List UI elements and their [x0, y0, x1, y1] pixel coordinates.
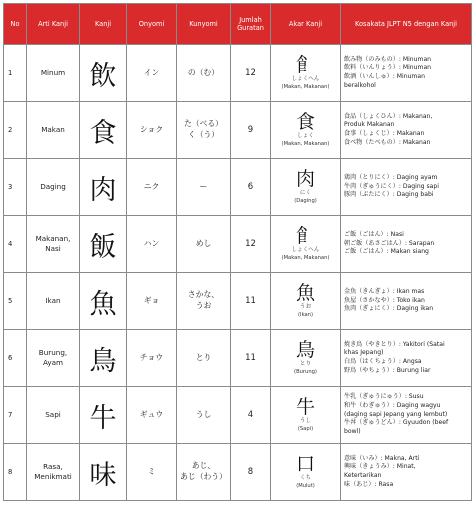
header-akar: Akar Kanji [271, 4, 341, 45]
kanji-table [3, 3, 472, 501]
row-number: 6 [4, 330, 27, 387]
row-number: 1 [4, 45, 27, 102]
stroke-count: 12 [231, 45, 271, 102]
onyomi-line: イン [143, 67, 160, 77]
kunyomi-line: うし [195, 409, 212, 419]
radical-meaning: (Burung) [294, 368, 317, 375]
kanji-meaning-line: Makanan, [35, 234, 71, 244]
vocabulary-list [341, 273, 472, 330]
vocabulary-line: 魚肉（ぎょにく）: Daging ikan [344, 305, 434, 313]
vocabulary-line: 食品（しょくひん）: Makanan, [344, 112, 433, 120]
kanji-meaning-line: Ikan [45, 296, 61, 306]
kunyomi-reading [177, 444, 231, 501]
radical-meaning: (Ikan) [298, 311, 313, 318]
radical-reading: しょくへん [291, 247, 320, 254]
onyomi-reading [127, 387, 177, 444]
vocabulary-line: 朝ご飯（あさごはん）: Sarapan [344, 239, 435, 247]
vocabulary-line: 食事（しょくじ）: Makanan [344, 130, 425, 137]
kunyomi-reading [177, 159, 231, 216]
vocabulary-line: 魚屋（さかなや）: Toko ikan [344, 296, 425, 304]
radical-meaning: (Sapi) [297, 425, 314, 432]
radical-cell [271, 216, 341, 273]
onyomi-reading [127, 216, 177, 273]
kanji-meaning-line: Ayam [42, 358, 64, 367]
header-arti: Arti Kanji [27, 4, 80, 45]
row-number: 2 [4, 102, 27, 159]
onyomi-reading [127, 273, 177, 330]
kunyomi-line: うお [195, 301, 212, 310]
row-number: 3 [4, 159, 27, 216]
radical-glyph: 鳥 [295, 339, 315, 362]
header-no: No [4, 4, 27, 45]
radical-reading: うし [299, 418, 312, 425]
vocabulary-list [341, 45, 472, 102]
kunyomi-reading [177, 45, 231, 102]
radical-glyph: 肉 [295, 168, 315, 191]
radical-meaning: (Makan, Makanan) [281, 140, 330, 147]
vocabulary-list [341, 102, 472, 159]
radical-meaning: (Makan, Makanan) [281, 254, 330, 261]
onyomi-line: ギョ [143, 295, 160, 305]
kunyomi-line: ー [199, 181, 208, 191]
radical-glyph: 食 [295, 111, 315, 134]
vocabulary-line: khas Jepang) [344, 349, 384, 357]
radical-glyph: ⻞ [295, 54, 315, 77]
row-number: 5 [4, 273, 27, 330]
vocabulary-line: beralkohol [344, 81, 376, 89]
kanji-character: 肉 [80, 159, 127, 216]
header-strokes-line1: Jumlah [239, 15, 262, 24]
header-strokes-line2: Guratan [237, 24, 264, 32]
row-number: 8 [4, 444, 27, 501]
vocabulary-line: ご飯（ごはん）: Makan siang [344, 248, 429, 256]
kunyomi-line: の（む） [187, 67, 220, 77]
vocabulary-line: 飲酒（いんしゅ）: Minuman [344, 73, 425, 80]
vocabulary-line: Produk Makanan [344, 121, 395, 129]
vocabulary-line: 食べ物（たべもの）: Makanan [344, 138, 431, 146]
vocabulary-line: 金魚（きんぎょ）: Ikan mas [344, 288, 425, 296]
table-row [4, 102, 472, 159]
onyomi-reading [127, 330, 177, 387]
stroke-count: 12 [231, 216, 271, 273]
table-body [4, 45, 472, 501]
kanji-character: 食 [80, 102, 127, 159]
radical-reading: とり [299, 361, 312, 368]
header-strokes [231, 4, 271, 45]
kanji-character: 味 [80, 444, 127, 501]
kanji-character: 魚 [80, 273, 127, 330]
table-row [4, 159, 472, 216]
kanji-meaning-line: Minum [40, 68, 66, 78]
vocabulary-line: 和牛（わぎゅう）: Daging wagyu [344, 402, 441, 410]
kanji-meaning-line: Rasa, [43, 462, 63, 472]
vocabulary-list [341, 159, 472, 216]
vocabulary-list [341, 444, 472, 501]
kanji-meaning [27, 45, 80, 102]
onyomi-line: ハン [143, 238, 160, 248]
kunyomi-line: た（べる） [184, 119, 223, 129]
vocabulary-line: ご飯（ごはん）: Nasi [344, 231, 404, 239]
stroke-count: 11 [231, 273, 271, 330]
radical-cell [271, 102, 341, 159]
kunyomi-reading [177, 102, 231, 159]
vocabulary-line: bowl) [344, 427, 361, 435]
kunyomi-line: とり [195, 352, 212, 362]
onyomi-line: ギュウ [139, 409, 164, 419]
radical-reading: くち [299, 475, 312, 482]
kanji-meaning-line: Nasi [45, 244, 61, 253]
row-number: 4 [4, 216, 27, 273]
onyomi-line: ミ [147, 466, 156, 476]
onyomi-reading [127, 45, 177, 102]
onyomi-line: ニク [143, 181, 160, 191]
header-kanji: Kanji [80, 4, 127, 45]
kunyomi-reading [177, 216, 231, 273]
header-row [4, 4, 472, 45]
kanji-meaning-line: Menikmati [34, 472, 72, 481]
kanji-character: 牛 [80, 387, 127, 444]
vocabulary-line: 味（あじ）: Rasa [344, 480, 394, 488]
row-number: 7 [4, 387, 27, 444]
kunyomi-line: あじ（わう） [180, 472, 227, 481]
vocabulary-line: 意味（いみ）: Makna, Arti [344, 454, 420, 462]
stroke-count: 8 [231, 444, 271, 501]
radical-meaning: (Daging) [294, 197, 317, 204]
stroke-count: 6 [231, 159, 271, 216]
kunyomi-reading [177, 273, 231, 330]
kanji-meaning [27, 102, 80, 159]
header-kunyomi: Kunyomi [177, 4, 231, 45]
stroke-count: 4 [231, 387, 271, 444]
table-row [4, 387, 472, 444]
radical-reading: しょく [297, 133, 314, 140]
stroke-count: 11 [231, 330, 271, 387]
radical-glyph: ⻞ [295, 225, 315, 248]
kunyomi-line: さかな、 [187, 290, 220, 300]
kanji-meaning-line: Sapi [45, 410, 61, 420]
kanji-meaning [27, 387, 80, 444]
vocabulary-line: 飲料（いんりょう）: Minuman [344, 64, 432, 72]
vocabulary-line: Ketertarikan [344, 472, 382, 479]
vocabulary-line: 豚肉（ぶたにく）: Daging babi [344, 191, 434, 199]
radical-reading: うお [299, 304, 312, 311]
kunyomi-line: あじ、 [191, 461, 216, 471]
radical-cell [271, 273, 341, 330]
vocabulary-line: 興味（きょうみ）: Minat, [344, 463, 416, 471]
radical-glyph: 牛 [295, 396, 315, 419]
kanji-character: 鳥 [80, 330, 127, 387]
vocabulary-line: 牛肉（ぎゅうにく）: Daging sapi [344, 182, 439, 190]
vocabulary-line: 飲み物（のみもの）: Minuman [344, 55, 432, 63]
kanji-meaning [27, 444, 80, 501]
radical-reading: にく [299, 190, 312, 197]
kanji-meaning [27, 216, 80, 273]
vocabulary-list [341, 330, 472, 387]
onyomi-line: チョウ [139, 352, 164, 362]
kanji-meaning-line: Burung, [38, 348, 68, 358]
radical-cell [271, 330, 341, 387]
table-row [4, 45, 472, 102]
vocabulary-list [341, 216, 472, 273]
kanji-character: 飲 [80, 45, 127, 102]
radical-meaning: (Mulut) [296, 482, 315, 489]
kanji-meaning-line: Makan [41, 125, 65, 135]
vocabulary-line: 焼き鳥（やきとり）: Yakitori (Satai [344, 340, 445, 348]
vocabulary-line: (daging sapi Jepang yang lembut) [344, 410, 448, 418]
header-vocab: Kosakata JLPT N5 dengan Kanji [341, 4, 472, 45]
table-row [4, 273, 472, 330]
radical-cell [271, 387, 341, 444]
kanji-meaning [27, 330, 80, 387]
radical-glyph: 魚 [295, 282, 315, 305]
vocabulary-line: 野鳥（やちょう）: Burung liar [344, 366, 431, 374]
onyomi-reading [127, 102, 177, 159]
vocabulary-line: 牛丼（ぎゅうどん）: Gyuudon (beef [344, 419, 449, 427]
radical-cell [271, 444, 341, 501]
stroke-count: 9 [231, 102, 271, 159]
kanji-meaning [27, 159, 80, 216]
kanji-meaning [27, 273, 80, 330]
table-row [4, 216, 472, 273]
vocabulary-line: 白鳥（はくちょう）: Angsa [344, 358, 422, 365]
vocabulary-line: 牛乳（ぎゅうにゅう）: Susu [344, 393, 424, 401]
vocabulary-list [341, 387, 472, 444]
table-row [4, 330, 472, 387]
onyomi-reading [127, 444, 177, 501]
vocabulary-line: 鶏肉（とりにく）: Daging ayam [344, 174, 438, 182]
radical-reading: しょくへん [291, 76, 320, 83]
kunyomi-reading [177, 330, 231, 387]
kanji-meaning-line: Daging [40, 182, 66, 192]
radical-cell [271, 45, 341, 102]
radical-meaning: (Makan, Makanan) [281, 83, 330, 90]
kunyomi-line: めし [195, 238, 212, 248]
kunyomi-reading [177, 387, 231, 444]
onyomi-line: ショク [139, 124, 164, 134]
table-row [4, 444, 472, 501]
kanji-character: 飯 [80, 216, 127, 273]
header-onyomi: Onyomi [127, 4, 177, 45]
onyomi-reading [127, 159, 177, 216]
radical-cell [271, 159, 341, 216]
radical-glyph: 口 [295, 453, 315, 476]
kunyomi-line: く（う） [187, 130, 220, 139]
